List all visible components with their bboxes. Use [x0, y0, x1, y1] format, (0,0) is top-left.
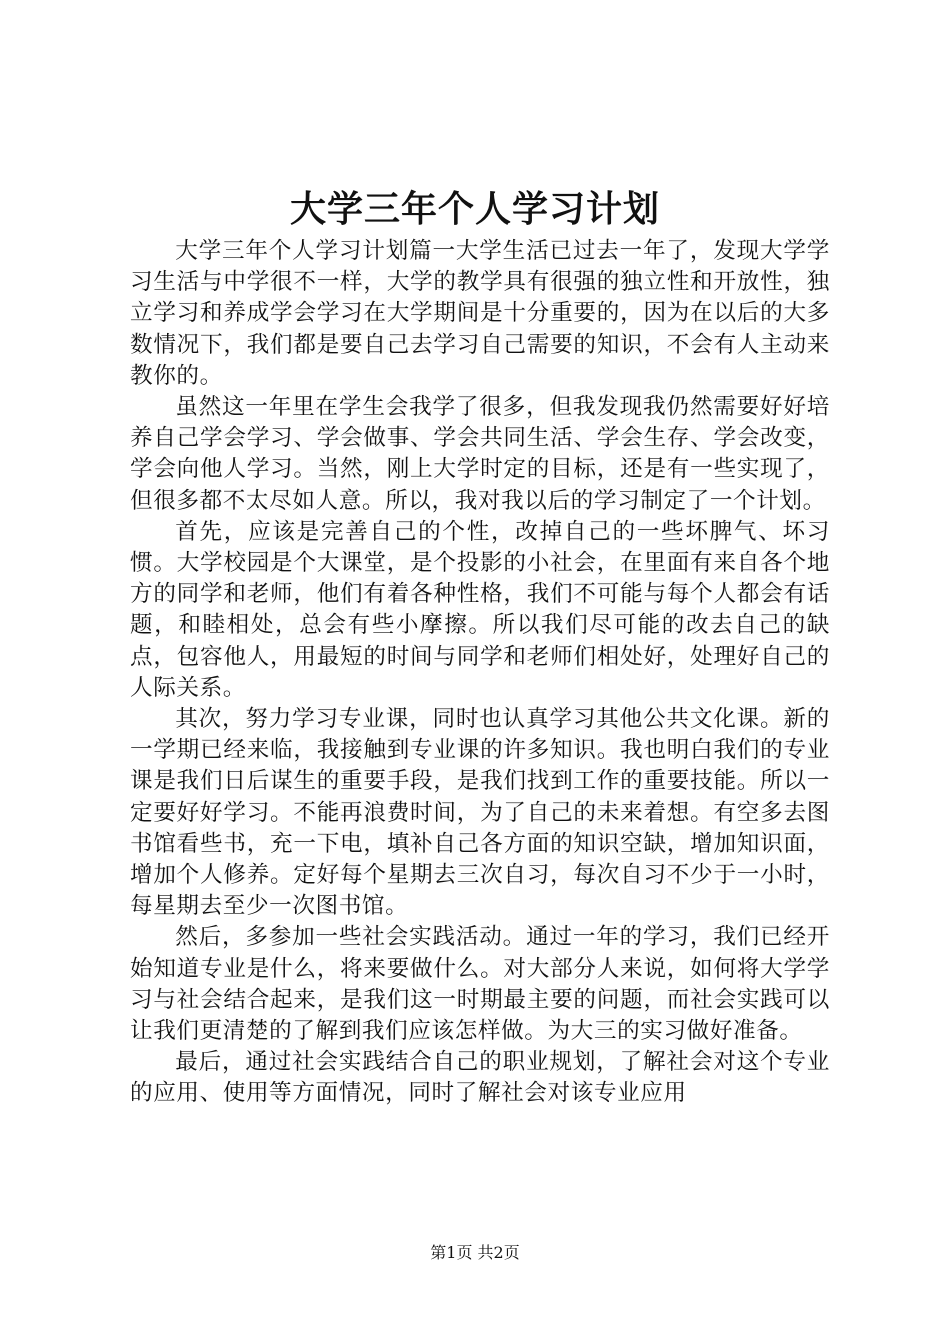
paragraph-6: 最后，通过社会实践结合自己的职业规划，了解社会对这个专业的应用、使用等方面情况，同时了解社会对该专业应用 — [130, 1049, 830, 1107]
paragraph-3: 首先，应该是完善自己的个性，改掉自己的一些坏脾气、坏习惯。大学校园是个大课堂，是个投影的小社会，在里面有来自各个地方的同学和老师，他们有着各种性格，我们不可能与每个人都会有话题，和睦相处，总会有些小摩擦。所以我们尽可能的改去自己的缺点，包容他人，用最短的时间与同学和老师们相处好，处理好自己的人际关系。 — [130, 518, 830, 701]
paragraph-5: 然后，多参加一些社会实践活动。通过一年的学习，我们已经开始知道专业是什么，将来要做什么。对大部分人来说，如何将大学学习与社会结合起来，是我们这一时期最主要的问题，而社会实践可以让我们更清楚的了解到我们应该怎样做。为大三的实习做好准备。 — [130, 924, 830, 1045]
paragraph-2: 虽然这一年里在学生会我学了很多，但我发现我仍然需要好好培养自己学会学习、学会做事、学会共同生活、学会生存、学会改变，学会向他人学习。当然，刚上大学时定的目标，还是有一些实现了，但很多都不太尽如人意。所以，我对我以后的学习制定了一个计划。 — [130, 394, 830, 514]
document-body — [130, 236, 830, 1110]
paragraph-1: 大学三年个人学习计划篇一大学生活已过去一年了，发现大学学习生活与中学很不一样，大学的教学具有很强的独立性和开放性，独立学习和养成学会学习在大学期间是十分重要的，因为在以后的大多数情况下，我们都是要自己去学习自己需要的知识，不会有人主动来教你的。 — [130, 238, 830, 389]
document-title: 大学三年个人学习计划 — [289, 188, 660, 230]
paragraph-4: 其次，努力学习专业课，同时也认真学习其他公共文化课。新的一学期已经来临，我接触到专业课的许多知识。我也明白我们的专业课是我们日后谋生的重要手段，是我们找到工作的重要技能。所以一定要好好学习。不能再浪费时间，为了自己的未来着想。有空多去图书馆看些书，充一下电，填补自己各方面的知识空缺，增加知识面，增加个人修养。定好每个星期去三次自习，每次自习不少于一小时，每星期去至少一次图书馆。 — [130, 706, 830, 920]
page-number-footer: 第1页 共2页 — [430, 1243, 520, 1262]
